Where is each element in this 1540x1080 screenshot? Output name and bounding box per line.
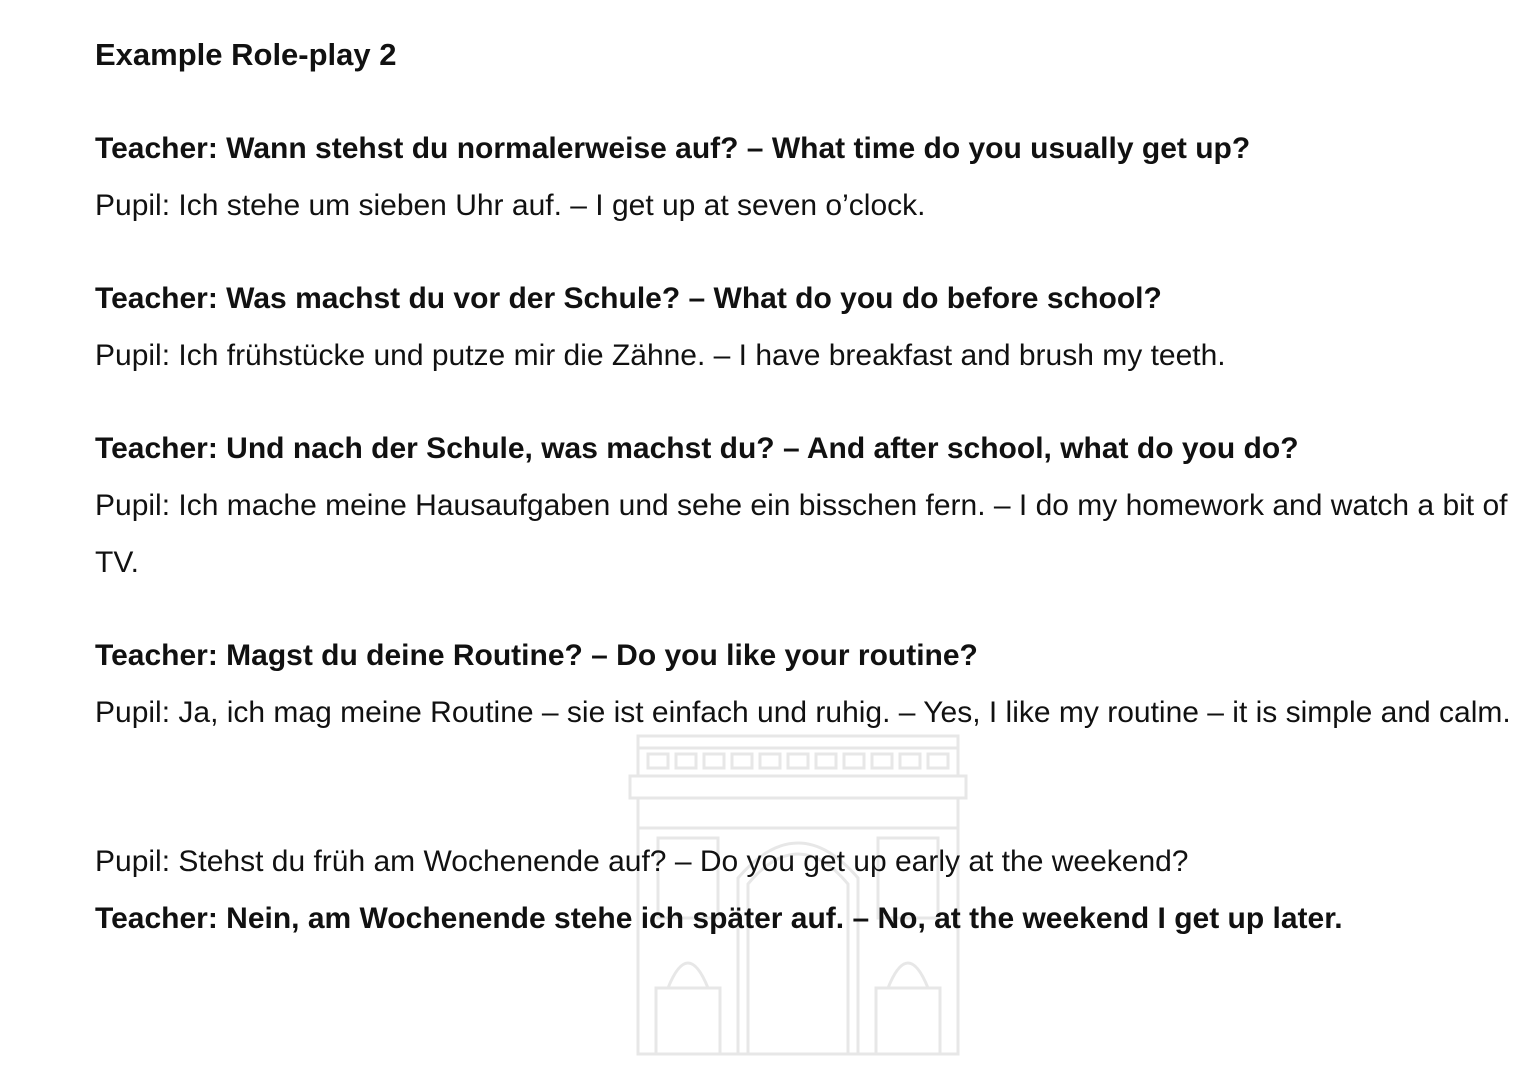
pupil-answer-2: Pupil: Ich frühstücke und putze mir die Zähne. – I have breakfast and brush my teeth. (95, 339, 1226, 372)
pupil-answer-1: Pupil: Ich stehe um sieben Uhr auf. – I get up at seven o’clock. (95, 189, 926, 222)
teacher-question-4: Teacher: Magst du deine Routine? – Do you like your routine? (95, 639, 978, 672)
teacher-question-2: Teacher: Was machst du vor der Schule? – What do you do before school? (95, 282, 1162, 315)
dialogue-exchange-1 (95, 120, 1515, 234)
teacher-question-3: Teacher: Und nach der Schule, was machst du? – And after school, what do you do? (95, 432, 1299, 465)
dialogue-exchange-5 (95, 833, 1515, 947)
dialogue-exchange-3 (95, 420, 1515, 591)
pupil-answer-3: Pupil: Ich mache meine Hausaufgaben und sehe ein bisschen fern. – I do my homework and watch a bit of TV. (95, 489, 1508, 579)
page-title: Example Role-play 2 (95, 37, 397, 72)
pupil-answer-4: Pupil: Ja, ich mag meine Routine – sie ist einfach und ruhig. – Yes, I like my routine – it is simple and calm. (95, 696, 1511, 729)
dialogue-exchange-4 (95, 627, 1515, 741)
role-play-document (95, 0, 1515, 1080)
dialogue-exchange-2 (95, 270, 1515, 384)
teacher-answer-5: Teacher: Nein, am Wochenende stehe ich später auf. – No, at the weekend I get up later. (95, 902, 1343, 935)
teacher-question-1: Teacher: Wann stehst du normalerweise auf? – What time do you usually get up? (95, 132, 1251, 165)
pupil-question-5: Pupil: Stehst du früh am Wochenende auf? – Do you get up early at the weekend? (95, 845, 1189, 878)
